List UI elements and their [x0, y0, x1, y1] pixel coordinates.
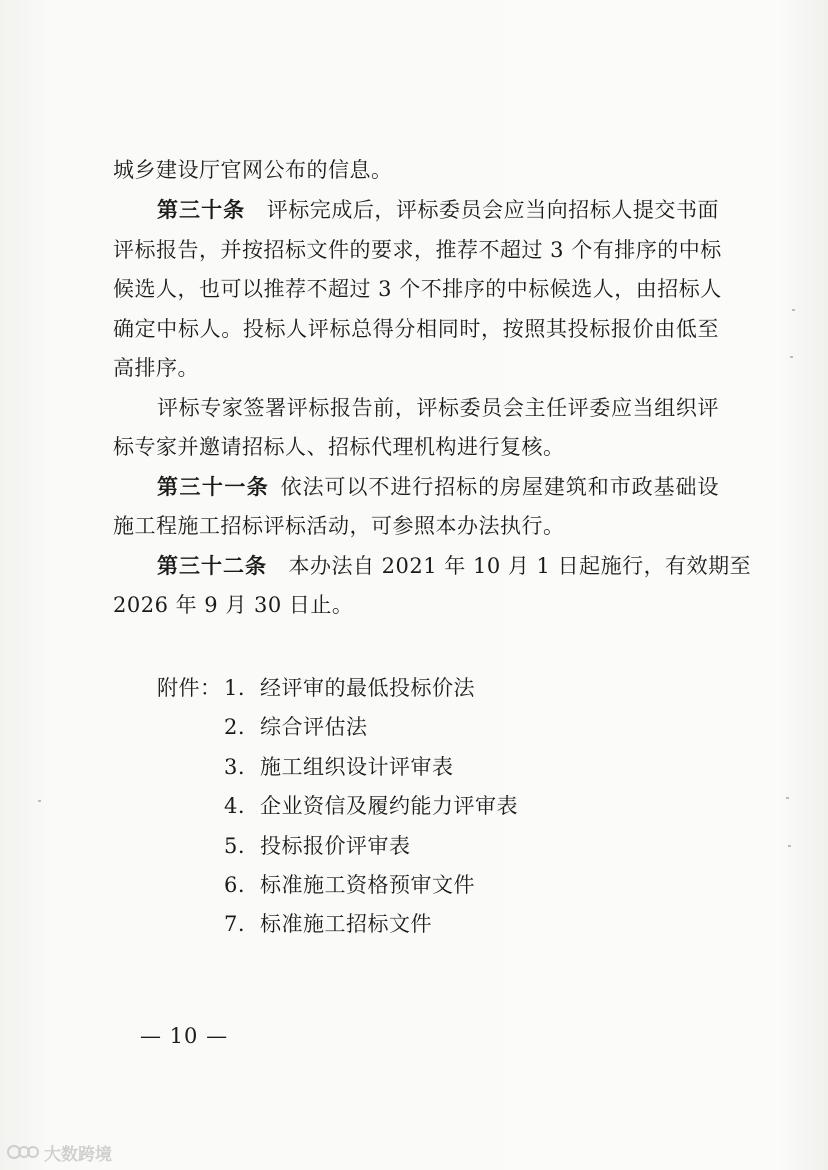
attachment-title: 标准施工招标文件 — [260, 912, 432, 936]
line-text: 本办法自 2021 年 10 月 1 日起施行，有效期至 — [288, 554, 752, 578]
article-30-heading-line — [157, 196, 719, 224]
attachment-number: 7. — [224, 912, 246, 936]
line-text: 评标报告，并按招标文件的要求，推荐不超过 3 个有排序的中标 — [113, 238, 722, 262]
paragraph-line — [113, 315, 719, 343]
attachment-title: 综合评估法 — [260, 715, 368, 739]
attachment-title: 经评审的最低投标价法 — [260, 676, 475, 700]
attachment-number: 2. — [224, 715, 246, 739]
line-text: 高排序。 — [113, 356, 199, 380]
scan-speck — [786, 797, 789, 799]
page-number: — 10 — — [140, 1024, 229, 1048]
attachment-item — [224, 871, 475, 899]
article-heading: 第三十条 — [157, 198, 246, 222]
line-text: 候选人，也可以推荐不超过 3 个不排序的中标候选人，由招标人 — [113, 277, 722, 301]
article-heading: 第三十二条 — [157, 554, 267, 578]
attachment-number: 5. — [224, 834, 246, 858]
line-text: 评标完成后，评标委员会应当向招标人提交书面 — [266, 198, 720, 222]
attachment-item — [224, 674, 475, 702]
attachment-item — [224, 792, 518, 820]
article-32-heading-line — [157, 552, 752, 580]
attachment-number: 3. — [224, 755, 246, 779]
article-31-heading-line — [157, 473, 719, 501]
line-text: 依法可以不进行招标的房屋建筑和市政基础设 — [280, 475, 720, 499]
paragraph-line — [113, 591, 719, 619]
scan-speck — [788, 845, 791, 847]
article-heading: 第三十一条 — [157, 475, 270, 499]
attachment-number: 4. — [224, 794, 246, 818]
paragraph-line — [113, 156, 719, 184]
line-text: 城乡建设厅官网公布的信息。 — [113, 158, 393, 182]
line-text: 2026 年 9 月 30 日止。 — [113, 593, 354, 617]
attachment-number: 1. — [224, 676, 246, 700]
attachment-title: 企业资信及履约能力评审表 — [260, 794, 518, 818]
attachment-title: 投标报价评审表 — [260, 834, 411, 858]
watermark — [6, 1140, 112, 1164]
line-text: 评标专家签署评标报告前，评标委员会主任评委应当组织评 — [157, 396, 719, 420]
paragraph-line — [113, 236, 722, 264]
watermark-text: 大数跨境 — [44, 1144, 112, 1165]
scan-speck — [790, 356, 793, 358]
scan-speck — [38, 800, 41, 802]
line-text: 标专家并邀请招标人、招标代理机构进行复核。 — [113, 435, 565, 459]
paragraph-line — [113, 354, 719, 382]
scan-speck — [792, 309, 795, 311]
paragraph-line — [113, 512, 719, 540]
attachment-item — [224, 832, 411, 860]
attachments-label: 附件： — [157, 676, 222, 700]
line-text: 施工程施工招标评标活动，可参照本办法执行。 — [113, 514, 565, 538]
attachment-number: 6. — [224, 873, 246, 897]
paragraph-line — [113, 275, 722, 303]
attachment-title: 施工组织设计评审表 — [260, 755, 454, 779]
attachment-item — [224, 753, 454, 781]
watermark-logo-icon — [6, 1142, 40, 1162]
attachment-item — [224, 713, 368, 741]
attachment-title: 标准施工资格预审文件 — [260, 873, 475, 897]
line-text: 确定中标人。投标人评标总得分相同时，按照其投标报价由低至 — [113, 317, 719, 341]
paragraph-line — [113, 433, 719, 461]
attachment-item — [224, 910, 432, 938]
paragraph-line — [157, 394, 719, 422]
